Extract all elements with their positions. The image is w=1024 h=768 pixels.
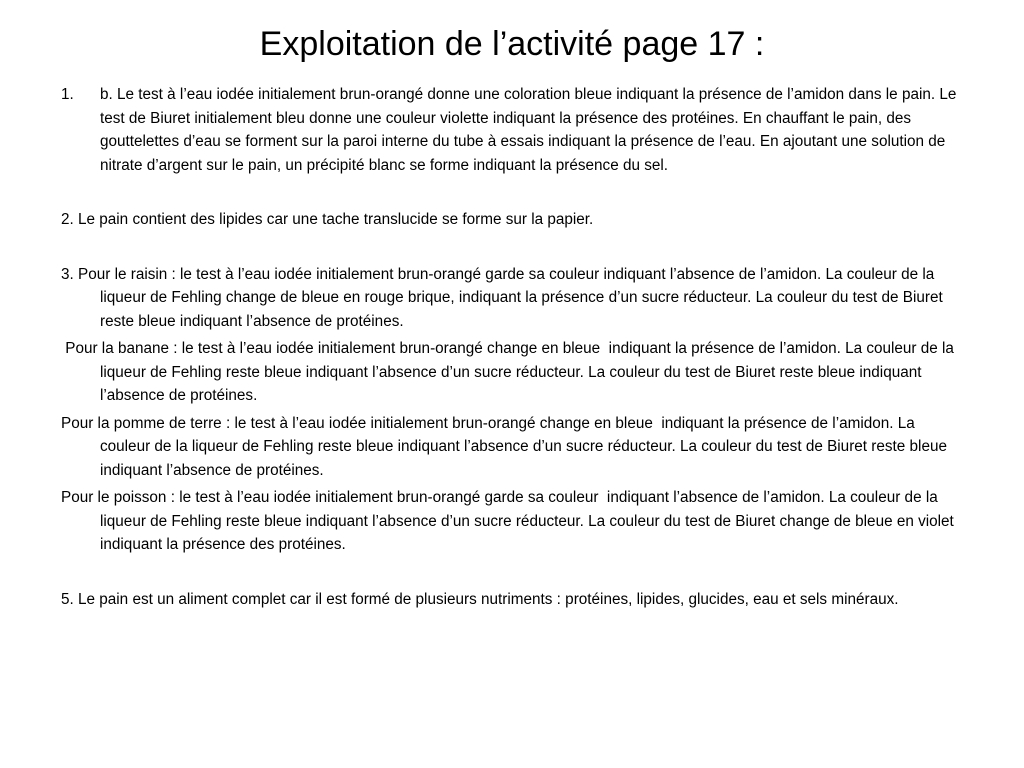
answer-item-3-banane: Pour la banane : le test à l’eau iodée initialement brun-orangé change en bleue indiquant la présence de l’amidon. La couleur de la liqueur de Fehling reste bleue indiquant l’absence d’un sucre réducteur. La couleur du test de Biuret reste bleue indiquant l’absence de protéines. (61, 340, 959, 404)
answer-item-3-pomme-de-terre: Pour la pomme de terre : le test à l’eau iodée initialement brun-orangé change en bleue indiquant la présence de l’amidon. La couleur de la liqueur de Fehling reste bleue indiquant l’absence d’un sucre réducteur. La couleur du test de Biuret reste bleue indiquant l’absence de protéines. (61, 414, 952, 479)
answer-item-3-raisin: 3. Pour le raisin : le test à l’eau iodée initialement brun-orangé garde sa couleur indiquant l’absence de l’amidon. La couleur de la liqueur de Fehling change de bleue en rouge brique, indiquant la présence d’un sucre réducteur. La couleur du test de Biuret reste bleue indiquant l’absence de protéines. (61, 265, 943, 330)
answer-item-2: 2. Le pain contient des lipides car une tache translucide se forme sur la papier. (61, 211, 594, 228)
slide-body (61, 83, 966, 611)
item-1-text: b. Le test à l’eau iodée initialement brun-orangé donne une coloration bleue indiquant la présence de l’amidon dans le pain. Le test de Biuret initialement bleu donne une couleur violette indiquant la présence des protéines. En chauffant le pain, des gouttelettes d’eau se forment sur la paroi interne du tube à essais indiquant la présence de l’eau. En ajoutant une solution de nitrate d’argent sur le pain, un précipité blanc se forme indiquant la présence du sel. (100, 86, 957, 174)
answer-item-1 (61, 83, 966, 177)
item-1-number: 1. (61, 86, 74, 103)
slide-title: Exploitation de l’activité page 17 : (259, 25, 765, 63)
answer-item-5: 5. Le pain est un aliment complet car il est formé de plusieurs nutriments : protéines, lipides, glucides, eau et sels minéraux. (61, 590, 899, 608)
answer-item-3-poisson: Pour le poisson : le test à l’eau iodée initialement brun-orangé garde sa couleur indiquant l’absence de l’amidon. La couleur de la liqueur de Fehling reste bleue indiquant l’absence d’un sucre réducteur. La couleur du test de Biuret change de bleue en violet indiquant la présence des protéines. (61, 489, 959, 553)
